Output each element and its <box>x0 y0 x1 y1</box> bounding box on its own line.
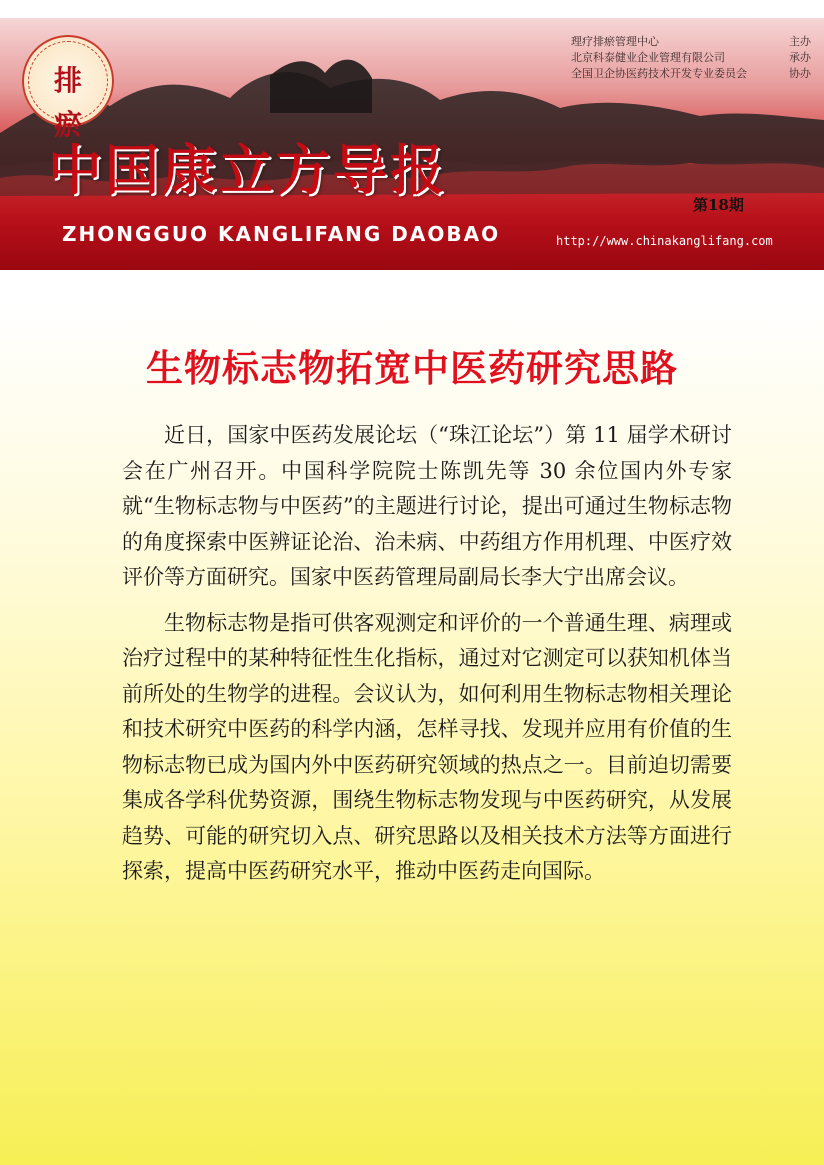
sponsor-role: 协办 <box>789 67 811 80</box>
article-paragraph: 生物标志物是指可供客观测定和评价的一个普通生理、病理或治疗过程中的某种特征性生化指标，通过对它测定可以获知机体当前所处的生物学的进程。会议认为，如何利用生物标志物相关理论和技术研究中医药的科学内涵，怎样寻找、发现并应用有价值的生物标志物已成为国内外中医药研究领域的热点之一。目前迫切需要集成各学科优势资源，围绕生物标志物发现与中医药研究，从发展趋势、可能的研究切入点、研究思路以及相关技术方法等方面进行探索，提高中医药研究水平，推动中医药走向国际。 <box>122 610 732 883</box>
newspaper-title-chinese: 中国康立方导报 <box>48 138 447 202</box>
logo-emblem-text: 排瘀 <box>53 64 82 141</box>
article-paragraph: 近日，国家中医药发展论坛（“珠江论坛”）第 11 届学术研讨会在广州召开。中国科学院院士陈凯先等 30 余位国内外专家就“生物标志物与中医药”的主题进行讨论，提出可通过生物标志物的角度探索中医辨证论治、治未病、中药组方作用机理、中医疗效评价等方面研究。国家中医药管理局副局长李大宁出席会议。 <box>122 423 732 589</box>
sponsor-org: 全国卫企协医药技术开发专业委员会 <box>571 67 747 80</box>
sponsor-org: 理疗排瘀管理中心 <box>571 35 659 48</box>
masthead-banner <box>0 18 824 270</box>
article-headline: 生物标志物拓宽中医药研究思路 <box>146 347 678 390</box>
newspaper-title-pinyin: ZHONGGUO KANGLIFANG DAOBAO <box>62 222 501 246</box>
sponsor-role: 承办 <box>789 51 811 64</box>
sponsor-org: 北京科泰健业企业管理有限公司 <box>571 51 725 64</box>
sponsor-role: 主办 <box>789 35 811 48</box>
sponsor-list <box>571 34 811 82</box>
website-url[interactable]: http://www.chinakanglifang.com <box>556 234 773 248</box>
article-body <box>122 418 732 900</box>
issue-number: 第18期 <box>693 196 744 214</box>
sponsor-row <box>571 50 811 66</box>
masthead-logo <box>22 35 114 141</box>
sponsor-row <box>571 66 811 82</box>
sponsor-row <box>571 34 811 50</box>
